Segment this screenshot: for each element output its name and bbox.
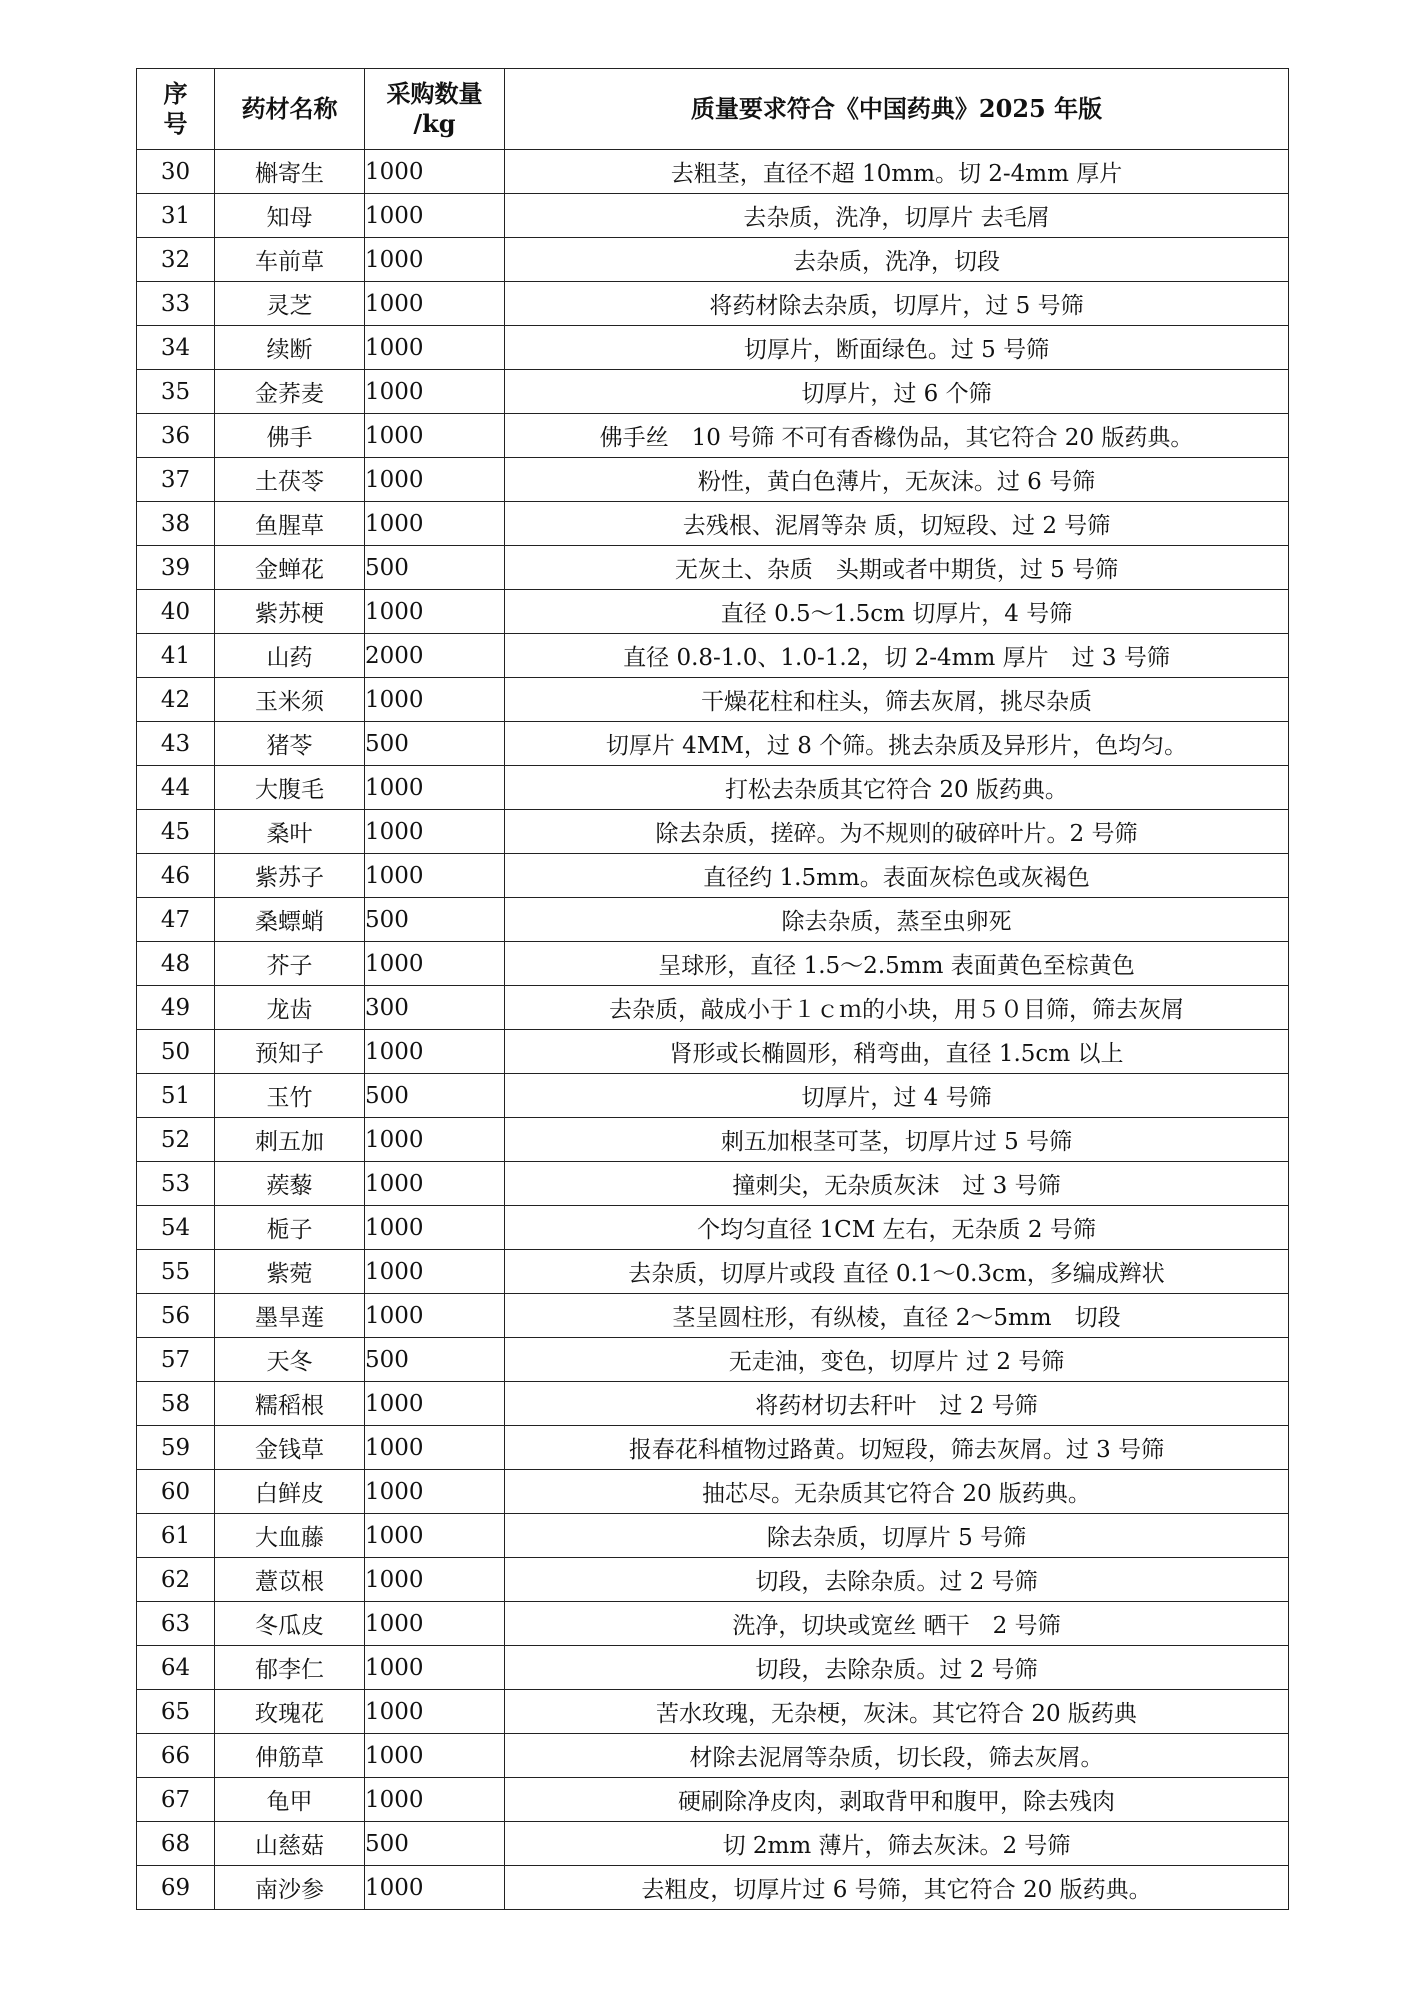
row-quantity: 1000 bbox=[365, 1514, 505, 1558]
row-quantity: 1000 bbox=[365, 590, 505, 634]
row-index: 61 bbox=[137, 1514, 215, 1558]
table-row bbox=[137, 678, 1289, 722]
herb-procurement-table bbox=[136, 68, 1289, 1910]
row-quantity: 1000 bbox=[365, 1206, 505, 1250]
row-herb-name: 糯稻根 bbox=[215, 1382, 365, 1426]
row-herb-name: 槲寄生 bbox=[215, 150, 365, 194]
row-quantity: 1000 bbox=[365, 766, 505, 810]
row-quantity: 1000 bbox=[365, 1470, 505, 1514]
row-herb-name: 桑叶 bbox=[215, 810, 365, 854]
table-row bbox=[137, 1162, 1289, 1206]
row-quantity: 2000 bbox=[365, 634, 505, 678]
row-quantity: 1000 bbox=[365, 1294, 505, 1338]
row-requirement: 茎呈圆柱形，有纵棱，直径 2～5mm 切段 bbox=[505, 1294, 1289, 1338]
row-requirement: 个均匀直径 1CM 左右，无杂质 2 号筛 bbox=[505, 1206, 1289, 1250]
row-index: 57 bbox=[137, 1338, 215, 1382]
table-row bbox=[137, 1250, 1289, 1294]
row-requirement: 无走油，变色，切厚片 过 2 号筛 bbox=[505, 1338, 1289, 1382]
row-herb-name: 蒺藜 bbox=[215, 1162, 365, 1206]
row-quantity: 500 bbox=[365, 1074, 505, 1118]
row-requirement: 呈球形，直径 1.5～2.5mm 表面黄色至棕黄色 bbox=[505, 942, 1289, 986]
row-herb-name: 车前草 bbox=[215, 238, 365, 282]
row-index: 52 bbox=[137, 1118, 215, 1162]
row-index: 33 bbox=[137, 282, 215, 326]
row-quantity: 1000 bbox=[365, 370, 505, 414]
row-herb-name: 山慈菇 bbox=[215, 1822, 365, 1866]
row-index: 50 bbox=[137, 1030, 215, 1074]
row-herb-name: 冬瓜皮 bbox=[215, 1602, 365, 1646]
row-herb-name: 金钱草 bbox=[215, 1426, 365, 1470]
row-herb-name: 大腹毛 bbox=[215, 766, 365, 810]
row-requirement: 去杂质，洗净，切段 bbox=[505, 238, 1289, 282]
row-index: 31 bbox=[137, 194, 215, 238]
table-row bbox=[137, 546, 1289, 590]
table-row bbox=[137, 854, 1289, 898]
row-quantity: 1000 bbox=[365, 942, 505, 986]
row-quantity: 1000 bbox=[365, 1866, 505, 1910]
row-requirement: 切厚片，过 4 号筛 bbox=[505, 1074, 1289, 1118]
row-herb-name: 鱼腥草 bbox=[215, 502, 365, 546]
table-row bbox=[137, 898, 1289, 942]
row-quantity: 1000 bbox=[365, 238, 505, 282]
table-row bbox=[137, 458, 1289, 502]
row-requirement: 去杂质，切厚片或段 直径 0.1～0.3cm，多编成辫状 bbox=[505, 1250, 1289, 1294]
row-requirement: 将药材除去杂质，切厚片，过 5 号筛 bbox=[505, 282, 1289, 326]
row-requirement: 切厚片 4MM，过 8 个筛。挑去杂质及异形片，色均匀。 bbox=[505, 722, 1289, 766]
row-herb-name: 龟甲 bbox=[215, 1778, 365, 1822]
row-quantity: 1000 bbox=[365, 150, 505, 194]
table-row bbox=[137, 942, 1289, 986]
table-row bbox=[137, 370, 1289, 414]
row-index: 64 bbox=[137, 1646, 215, 1690]
row-index: 56 bbox=[137, 1294, 215, 1338]
row-requirement: 直径 0.5～1.5cm 切厚片，4 号筛 bbox=[505, 590, 1289, 634]
row-quantity: 1000 bbox=[365, 1162, 505, 1206]
table-row bbox=[137, 1074, 1289, 1118]
table-row bbox=[137, 1426, 1289, 1470]
row-quantity: 1000 bbox=[365, 1382, 505, 1426]
row-quantity: 1000 bbox=[365, 282, 505, 326]
row-herb-name: 刺五加 bbox=[215, 1118, 365, 1162]
row-index: 34 bbox=[137, 326, 215, 370]
row-index: 30 bbox=[137, 150, 215, 194]
row-herb-name: 灵芝 bbox=[215, 282, 365, 326]
row-herb-name: 紫苏子 bbox=[215, 854, 365, 898]
row-index: 54 bbox=[137, 1206, 215, 1250]
row-requirement: 撞刺尖，无杂质灰沫 过 3 号筛 bbox=[505, 1162, 1289, 1206]
row-index: 42 bbox=[137, 678, 215, 722]
row-quantity: 500 bbox=[365, 898, 505, 942]
row-quantity: 1000 bbox=[365, 854, 505, 898]
row-herb-name: 紫苏梗 bbox=[215, 590, 365, 634]
row-index: 59 bbox=[137, 1426, 215, 1470]
table-row bbox=[137, 1602, 1289, 1646]
row-requirement: 去杂质，洗净，切厚片 去毛屑 bbox=[505, 194, 1289, 238]
table-body bbox=[137, 150, 1289, 1910]
header-requirement: 质量要求符合《中国药典》2025 年版 bbox=[505, 69, 1289, 150]
row-index: 48 bbox=[137, 942, 215, 986]
table-row bbox=[137, 810, 1289, 854]
row-requirement: 切 2mm 薄片，筛去灰沫。2 号筛 bbox=[505, 1822, 1289, 1866]
row-index: 62 bbox=[137, 1558, 215, 1602]
row-requirement: 去粗皮，切厚片过 6 号筛，其它符合 20 版药典。 bbox=[505, 1866, 1289, 1910]
row-index: 53 bbox=[137, 1162, 215, 1206]
table-row bbox=[137, 1118, 1289, 1162]
row-herb-name: 桑螵蛸 bbox=[215, 898, 365, 942]
row-quantity: 1000 bbox=[365, 1118, 505, 1162]
row-herb-name: 山药 bbox=[215, 634, 365, 678]
row-quantity: 500 bbox=[365, 1338, 505, 1382]
row-herb-name: 栀子 bbox=[215, 1206, 365, 1250]
row-quantity: 500 bbox=[365, 546, 505, 590]
table-row bbox=[137, 1734, 1289, 1778]
row-requirement: 报春花科植物过路黄。切短段，筛去灰屑。过 3 号筛 bbox=[505, 1426, 1289, 1470]
row-herb-name: 郁李仁 bbox=[215, 1646, 365, 1690]
row-herb-name: 天冬 bbox=[215, 1338, 365, 1382]
row-requirement: 将药材切去秆叶 过 2 号筛 bbox=[505, 1382, 1289, 1426]
row-herb-name: 玉米须 bbox=[215, 678, 365, 722]
row-quantity: 1000 bbox=[365, 1734, 505, 1778]
row-index: 60 bbox=[137, 1470, 215, 1514]
row-index: 37 bbox=[137, 458, 215, 502]
row-herb-name: 知母 bbox=[215, 194, 365, 238]
row-requirement: 去粗茎，直径不超 10mm。切 2-4mm 厚片 bbox=[505, 150, 1289, 194]
row-index: 32 bbox=[137, 238, 215, 282]
row-quantity: 1000 bbox=[365, 1250, 505, 1294]
row-requirement: 除去杂质，切厚片 5 号筛 bbox=[505, 1514, 1289, 1558]
row-herb-name: 大血藤 bbox=[215, 1514, 365, 1558]
table-row bbox=[137, 1470, 1289, 1514]
row-herb-name: 南沙参 bbox=[215, 1866, 365, 1910]
table-row bbox=[137, 1646, 1289, 1690]
row-requirement: 除去杂质，蒸至虫卵死 bbox=[505, 898, 1289, 942]
row-index: 40 bbox=[137, 590, 215, 634]
table-row bbox=[137, 1206, 1289, 1250]
row-quantity: 1000 bbox=[365, 810, 505, 854]
row-herb-name: 紫菀 bbox=[215, 1250, 365, 1294]
row-herb-name: 金蝉花 bbox=[215, 546, 365, 590]
row-requirement: 切段，去除杂质。过 2 号筛 bbox=[505, 1558, 1289, 1602]
row-requirement: 肾形或长椭圆形，稍弯曲，直径 1.5cm 以上 bbox=[505, 1030, 1289, 1074]
row-index: 58 bbox=[137, 1382, 215, 1426]
row-index: 68 bbox=[137, 1822, 215, 1866]
row-requirement: 去残根、泥屑等杂 质，切短段、过 2 号筛 bbox=[505, 502, 1289, 546]
row-index: 45 bbox=[137, 810, 215, 854]
row-requirement: 刺五加根茎可茎，切厚片过 5 号筛 bbox=[505, 1118, 1289, 1162]
row-herb-name: 续断 bbox=[215, 326, 365, 370]
row-index: 44 bbox=[137, 766, 215, 810]
row-index: 35 bbox=[137, 370, 215, 414]
row-quantity: 300 bbox=[365, 986, 505, 1030]
table-row bbox=[137, 238, 1289, 282]
row-quantity: 1000 bbox=[365, 1602, 505, 1646]
row-herb-name: 龙齿 bbox=[215, 986, 365, 1030]
row-herb-name: 墨旱莲 bbox=[215, 1294, 365, 1338]
row-quantity: 1000 bbox=[365, 678, 505, 722]
header-quantity: 采购数量 /kg bbox=[365, 69, 505, 150]
row-requirement: 佛手丝 10 号筛 不可有香橼伪品，其它符合 20 版药典。 bbox=[505, 414, 1289, 458]
row-requirement: 硬刷除净皮肉，剥取背甲和腹甲，除去残肉 bbox=[505, 1778, 1289, 1822]
table-row bbox=[137, 1382, 1289, 1426]
table-row bbox=[137, 194, 1289, 238]
table-row bbox=[137, 1778, 1289, 1822]
row-index: 36 bbox=[137, 414, 215, 458]
table-row bbox=[137, 590, 1289, 634]
row-requirement: 粉性，黄白色薄片，无灰沫。过 6 号筛 bbox=[505, 458, 1289, 502]
row-index: 46 bbox=[137, 854, 215, 898]
row-quantity: 1000 bbox=[365, 502, 505, 546]
row-requirement: 材除去泥屑等杂质，切长段，筛去灰屑。 bbox=[505, 1734, 1289, 1778]
row-quantity: 1000 bbox=[365, 1690, 505, 1734]
row-index: 47 bbox=[137, 898, 215, 942]
table-row bbox=[137, 634, 1289, 678]
row-quantity: 1000 bbox=[365, 1558, 505, 1602]
table-row bbox=[137, 986, 1289, 1030]
row-quantity: 500 bbox=[365, 1822, 505, 1866]
row-requirement: 切段，去除杂质。过 2 号筛 bbox=[505, 1646, 1289, 1690]
row-index: 51 bbox=[137, 1074, 215, 1118]
row-requirement: 直径 0.8-1.0、1.0-1.2，切 2-4mm 厚片 过 3 号筛 bbox=[505, 634, 1289, 678]
row-requirement: 抽芯尽。无杂质其它符合 20 版药典。 bbox=[505, 1470, 1289, 1514]
row-quantity: 1000 bbox=[365, 1646, 505, 1690]
row-requirement: 干燥花柱和柱头，筛去灰屑，挑尽杂质 bbox=[505, 678, 1289, 722]
table-row bbox=[137, 282, 1289, 326]
row-herb-name: 白鲜皮 bbox=[215, 1470, 365, 1514]
row-requirement: 直径约 1.5mm。表面灰棕色或灰褐色 bbox=[505, 854, 1289, 898]
table-row bbox=[137, 1558, 1289, 1602]
table-row bbox=[137, 1294, 1289, 1338]
row-index: 41 bbox=[137, 634, 215, 678]
row-quantity: 1000 bbox=[365, 326, 505, 370]
row-requirement: 切厚片，断面绿色。过 5 号筛 bbox=[505, 326, 1289, 370]
table-row bbox=[137, 1822, 1289, 1866]
row-index: 55 bbox=[137, 1250, 215, 1294]
row-herb-name: 佛手 bbox=[215, 414, 365, 458]
row-index: 69 bbox=[137, 1866, 215, 1910]
header-index: 序 号 bbox=[137, 69, 215, 150]
row-herb-name: 预知子 bbox=[215, 1030, 365, 1074]
row-herb-name: 金荞麦 bbox=[215, 370, 365, 414]
table-header-row bbox=[137, 69, 1289, 150]
row-herb-name: 土茯苓 bbox=[215, 458, 365, 502]
row-requirement: 洗净，切块或宽丝 晒干 2 号筛 bbox=[505, 1602, 1289, 1646]
row-quantity: 1000 bbox=[365, 414, 505, 458]
row-index: 65 bbox=[137, 1690, 215, 1734]
table-row bbox=[137, 502, 1289, 546]
row-index: 43 bbox=[137, 722, 215, 766]
header-name: 药材名称 bbox=[215, 69, 365, 150]
table-row bbox=[137, 414, 1289, 458]
row-herb-name: 伸筋草 bbox=[215, 1734, 365, 1778]
row-requirement: 无灰土、杂质 头期或者中期货，过 5 号筛 bbox=[505, 546, 1289, 590]
table-row bbox=[137, 1866, 1289, 1910]
row-herb-name: 芥子 bbox=[215, 942, 365, 986]
table-row bbox=[137, 722, 1289, 766]
table-row bbox=[137, 326, 1289, 370]
row-index: 39 bbox=[137, 546, 215, 590]
row-quantity: 500 bbox=[365, 722, 505, 766]
row-herb-name: 猪苓 bbox=[215, 722, 365, 766]
row-index: 63 bbox=[137, 1602, 215, 1646]
table-row bbox=[137, 150, 1289, 194]
row-herb-name: 玉竹 bbox=[215, 1074, 365, 1118]
row-quantity: 1000 bbox=[365, 1426, 505, 1470]
row-index: 49 bbox=[137, 986, 215, 1030]
table-row bbox=[137, 766, 1289, 810]
row-quantity: 1000 bbox=[365, 1778, 505, 1822]
row-quantity: 1000 bbox=[365, 1030, 505, 1074]
table-row bbox=[137, 1690, 1289, 1734]
row-quantity: 1000 bbox=[365, 458, 505, 502]
row-requirement: 除去杂质，搓碎。为不规则的破碎叶片。2 号筛 bbox=[505, 810, 1289, 854]
table-row bbox=[137, 1514, 1289, 1558]
row-index: 66 bbox=[137, 1734, 215, 1778]
row-requirement: 切厚片，过 6 个筛 bbox=[505, 370, 1289, 414]
row-herb-name: 玫瑰花 bbox=[215, 1690, 365, 1734]
row-index: 67 bbox=[137, 1778, 215, 1822]
row-herb-name: 薏苡根 bbox=[215, 1558, 365, 1602]
row-index: 38 bbox=[137, 502, 215, 546]
table-row bbox=[137, 1338, 1289, 1382]
row-requirement: 苦水玫瑰，无杂梗，灰沫。其它符合 20 版药典 bbox=[505, 1690, 1289, 1734]
row-requirement: 去杂质，敲成小于１ｃｍ的小块，用５０目筛，筛去灰屑 bbox=[505, 986, 1289, 1030]
table-row bbox=[137, 1030, 1289, 1074]
row-requirement: 打松去杂质其它符合 20 版药典。 bbox=[505, 766, 1289, 810]
row-quantity: 1000 bbox=[365, 194, 505, 238]
